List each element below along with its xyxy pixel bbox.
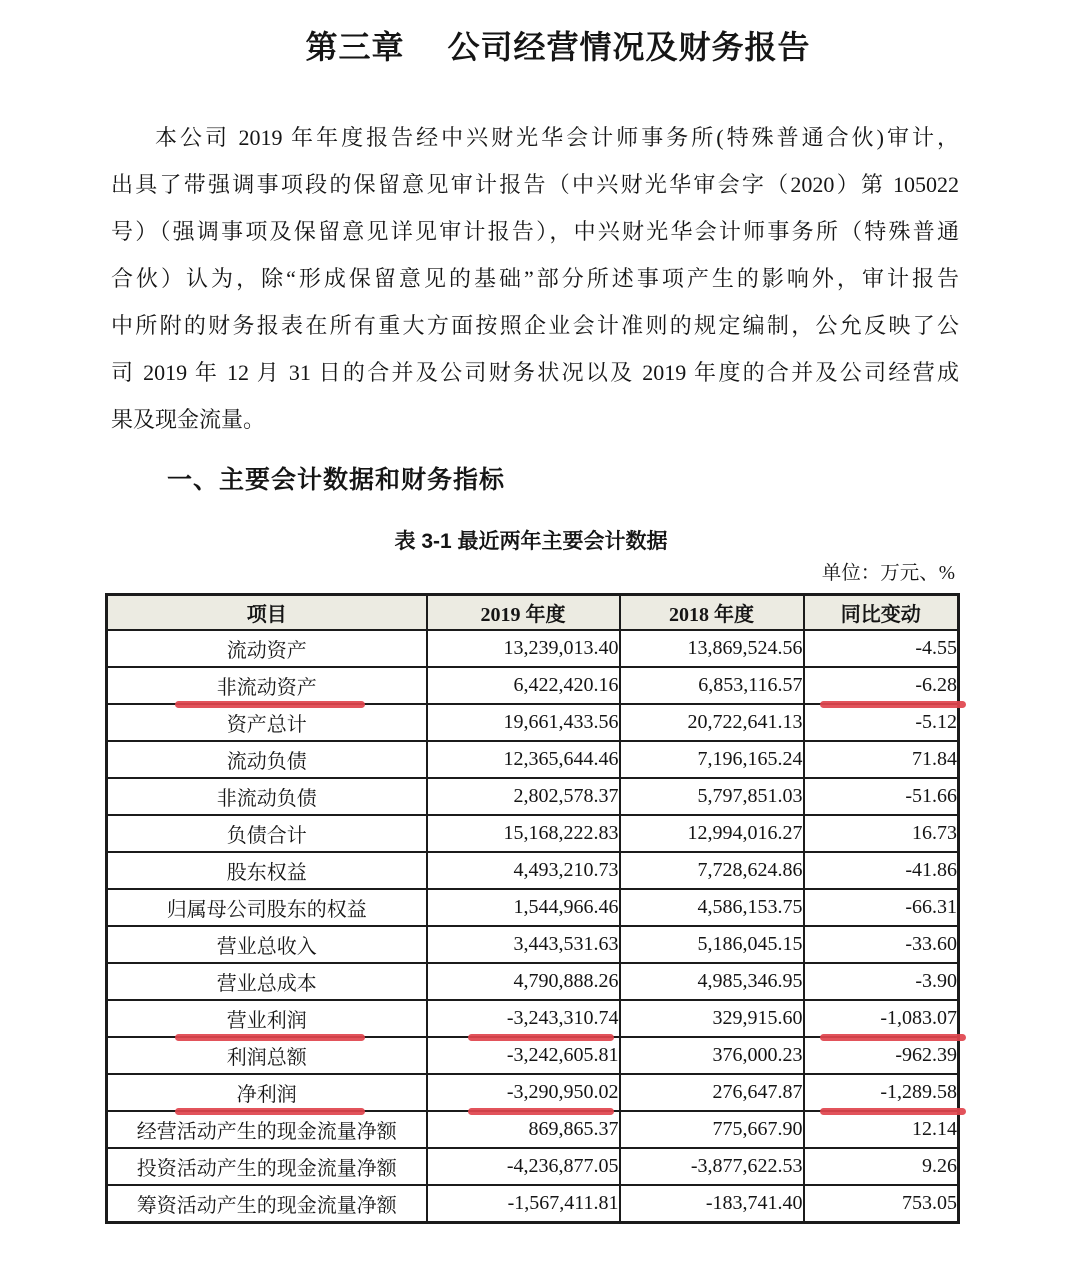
paragraph-line: 中所附的财务报表在所有重大方面按照企业会计准则的规定编制，公允反映了公 — [111, 313, 959, 338]
item-cell: 营业利润 — [107, 1000, 427, 1037]
table-row — [107, 704, 959, 741]
column-header-2018: 2018 年度 — [620, 595, 804, 631]
yoy-change-cell: -5.12 — [804, 704, 959, 741]
page-title: 第三章 公司经营情况及财务报告 — [305, 29, 811, 65]
table-row — [107, 630, 959, 667]
value-2018-cell: 7,728,624.86 — [620, 852, 804, 889]
yoy-change-cell: 753.05 — [804, 1185, 959, 1223]
section-heading: 一、主要会计数据和财务指标 — [167, 466, 506, 494]
item-cell: 资产总计 — [107, 704, 427, 741]
value-2018-cell: -183,741.40 — [620, 1185, 804, 1223]
yoy-change-cell: -66.31 — [804, 889, 959, 926]
item-cell: 非流动负债 — [107, 778, 427, 815]
item-cell: 股东权益 — [107, 852, 427, 889]
paragraph-line: 出具了带强调事项段的保留意见审计报告（中兴财光华审会字（2020）第 105022 — [111, 172, 959, 197]
value-2019-cell: 1,544,966.46 — [427, 889, 620, 926]
value-2019-cell: -4,236,877.05 — [427, 1148, 620, 1185]
yoy-change-cell: -6.28 — [804, 667, 959, 704]
paragraph-line: 号）（强调事项及保留意见详见审计报告），中兴财光华会计师事务所（特殊普通 — [111, 219, 959, 244]
yoy-change-cell: 12.14 — [804, 1111, 959, 1148]
table-row — [107, 1074, 959, 1111]
item-cell: 经营活动产生的现金流量净额 — [107, 1111, 427, 1148]
paragraph-line: 合伙）认为，除“形成保留意见的基础”部分所述事项产生的影响外，审计报告 — [111, 266, 959, 291]
document-page — [105, 0, 957, 1224]
yoy-change-cell: -3.90 — [804, 963, 959, 1000]
value-2018-cell: 7,196,165.24 — [620, 741, 804, 778]
yoy-change-cell: 9.26 — [804, 1148, 959, 1185]
table-row — [107, 963, 959, 1000]
value-2018-cell: 12,994,016.27 — [620, 815, 804, 852]
table-row — [107, 1111, 959, 1148]
value-2019-cell: -3,290,950.02 — [427, 1074, 620, 1111]
financial-table — [105, 593, 960, 1224]
audit-paragraph — [111, 114, 959, 443]
value-2018-cell: 13,869,524.56 — [620, 630, 804, 667]
value-2019-cell: 15,168,222.83 — [427, 815, 620, 852]
table-row — [107, 1037, 959, 1074]
value-2019-cell: 869,865.37 — [427, 1111, 620, 1148]
yoy-change-cell: -33.60 — [804, 926, 959, 963]
value-2019-cell: 4,790,888.26 — [427, 963, 620, 1000]
yoy-change-cell: -41.86 — [804, 852, 959, 889]
yoy-change-cell: -962.39 — [804, 1037, 959, 1074]
column-header-yoy: 同比变动 — [804, 595, 959, 631]
value-2019-cell: 12,365,644.46 — [427, 741, 620, 778]
table-row — [107, 1000, 959, 1037]
unit-note: 单位：万元、% — [821, 563, 955, 584]
value-2019-cell: -1,567,411.81 — [427, 1185, 620, 1223]
value-2018-cell: 20,722,641.13 — [620, 704, 804, 741]
value-2019-cell: 6,422,420.16 — [427, 667, 620, 704]
item-cell: 筹资活动产生的现金流量净额 — [107, 1185, 427, 1223]
value-2019-cell: 13,239,013.40 — [427, 630, 620, 667]
value-2018-cell: 329,915.60 — [620, 1000, 804, 1037]
table-row — [107, 889, 959, 926]
value-2018-cell: 5,186,045.15 — [620, 926, 804, 963]
value-2018-cell: 276,647.87 — [620, 1074, 804, 1111]
value-2018-cell: 6,853,116.57 — [620, 667, 804, 704]
yoy-change-cell: -4.55 — [804, 630, 959, 667]
item-cell: 非流动资产 — [107, 667, 427, 704]
value-2018-cell: 4,586,153.75 — [620, 889, 804, 926]
item-cell: 流动负债 — [107, 741, 427, 778]
table-title: 表 3-1 最近两年主要会计数据 — [394, 530, 668, 553]
paragraph-line: 本公司 2019 年年度报告经中兴财光华会计师事务所(特殊普通合伙)审计， — [155, 125, 959, 150]
value-2018-cell: 775,667.90 — [620, 1111, 804, 1148]
table-row — [107, 1185, 959, 1223]
value-2019-cell: -3,242,605.81 — [427, 1037, 620, 1074]
yoy-change-cell: 16.73 — [804, 815, 959, 852]
table-row — [107, 852, 959, 889]
paragraph-line: 司 2019 年 12 月 31 日的合并及公司财务状况以及 2019 年度的合并及公司经营成 — [111, 360, 959, 385]
table-row — [107, 1148, 959, 1185]
item-cell: 净利润 — [107, 1074, 427, 1111]
table-header-row — [107, 595, 959, 631]
value-2018-cell: 5,797,851.03 — [620, 778, 804, 815]
item-cell: 投资活动产生的现金流量净额 — [107, 1148, 427, 1185]
value-2019-cell: 3,443,531.63 — [427, 926, 620, 963]
yoy-change-cell: -1,083.07 — [804, 1000, 959, 1037]
item-cell: 归属母公司股东的权益 — [107, 889, 427, 926]
table-row — [107, 741, 959, 778]
value-2019-cell: 4,493,210.73 — [427, 852, 620, 889]
value-2018-cell: -3,877,622.53 — [620, 1148, 804, 1185]
table-row — [107, 778, 959, 815]
item-cell: 营业总收入 — [107, 926, 427, 963]
yoy-change-cell: -1,289.58 — [804, 1074, 959, 1111]
item-cell: 流动资产 — [107, 630, 427, 667]
item-cell: 营业总成本 — [107, 963, 427, 1000]
value-2018-cell: 4,985,346.95 — [620, 963, 804, 1000]
column-header-item: 项目 — [107, 595, 427, 631]
value-2019-cell: 19,661,433.56 — [427, 704, 620, 741]
table-row — [107, 926, 959, 963]
value-2018-cell: 376,000.23 — [620, 1037, 804, 1074]
yoy-change-cell: 71.84 — [804, 741, 959, 778]
item-cell: 负债合计 — [107, 815, 427, 852]
value-2019-cell: -3,243,310.74 — [427, 1000, 620, 1037]
yoy-change-cell: -51.66 — [804, 778, 959, 815]
paragraph-line: 果及现金流量。 — [111, 407, 266, 432]
table-row — [107, 667, 959, 704]
item-cell: 利润总额 — [107, 1037, 427, 1074]
column-header-2019: 2019 年度 — [427, 595, 620, 631]
table-row — [107, 815, 959, 852]
value-2019-cell: 2,802,578.37 — [427, 778, 620, 815]
